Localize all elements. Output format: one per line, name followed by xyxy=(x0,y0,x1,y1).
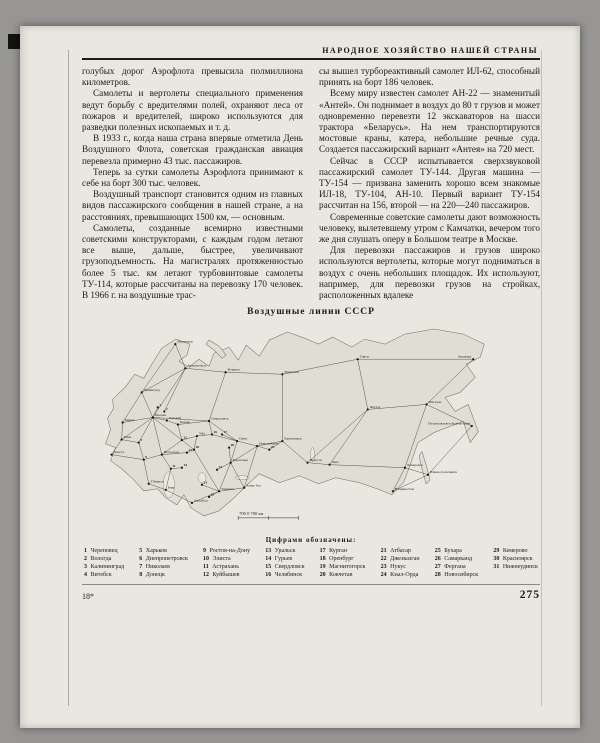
city-label: Волгоград xyxy=(163,450,180,455)
legend-entry: 3 Калининград xyxy=(84,564,125,571)
city-label: Петропавловск-Камчатский xyxy=(428,421,470,426)
city-number: 17 xyxy=(223,430,228,435)
paragraph: Самолеты и вертолеты специального применения ведут борьбу с вредителями полей, охраняют леса от пожаров и вредителей, широко используются для разведки полезных ископаемых и т. д. xyxy=(82,88,303,133)
city-label: Минск xyxy=(124,418,135,423)
city-label: Ленинград xyxy=(143,388,160,393)
city-dot xyxy=(161,454,163,456)
legend-entry: 24 Кзыл-Орда xyxy=(380,572,419,579)
paragraph: Сейчас в СССР испытывается сверхзвуковой пассажирский самолет ТУ-144. Другая машина — ТУ-154 — призвана заменить хорошо всем знакомые ИЛ-18, ТУ-104, АН-10. Первый вариант ТУ-154 рассчитан на 156, второй — на 220—240 пассажиров. xyxy=(319,155,540,211)
city-label: Тбилиси xyxy=(150,479,164,484)
legend-entry: 13 Уральск xyxy=(265,548,296,555)
city-label: Чита xyxy=(331,460,339,465)
legend-column xyxy=(139,547,188,579)
city-label: Воркута xyxy=(227,368,240,373)
page-number: 275 xyxy=(519,589,540,602)
city-dot xyxy=(170,468,172,470)
legend-heading: Цифрами обозначены: xyxy=(265,536,357,545)
city-dot xyxy=(425,404,427,406)
city-label: Москва xyxy=(154,413,167,418)
city-label: Алма-Ата xyxy=(246,483,261,488)
city-dot xyxy=(110,454,112,456)
city-dot xyxy=(141,392,143,394)
city-label: Караганда xyxy=(232,458,248,463)
city-dot xyxy=(196,435,198,437)
city-dot xyxy=(256,445,258,447)
city-dot xyxy=(471,425,473,427)
city-label: Свердловск xyxy=(211,416,229,421)
city-number: 20 xyxy=(230,443,235,448)
city-dot xyxy=(152,417,154,419)
city-label: Уфа xyxy=(198,431,206,436)
city-label: Горький xyxy=(168,416,182,421)
legend-entry: 30 Красноярск xyxy=(493,556,533,563)
legend-entry: 17 Курган xyxy=(319,548,348,555)
city-label: Мурманск xyxy=(177,339,193,344)
city-label: Архангельск xyxy=(187,363,207,368)
city-dot xyxy=(367,409,369,411)
city-dot xyxy=(281,440,283,442)
legend-entry: 29 Кемерово xyxy=(493,548,528,555)
city-dot xyxy=(230,462,232,464)
city-number: 9 xyxy=(145,455,147,460)
paragraph: голубых дорог Аэрофлота превысила полмиллиона километров. xyxy=(82,66,303,88)
city-dot xyxy=(193,449,195,451)
city-dot xyxy=(177,424,179,426)
legend-entry: 8 Донецк xyxy=(139,572,165,579)
legend-entry: 4 Витебск xyxy=(84,572,112,579)
legend-entry: 6 Днепропетровск xyxy=(139,556,188,563)
legend-entry: 10 Элиста xyxy=(203,556,231,563)
paragraph: Теперь за сутки самолеты Аэрофлота принимают к себе на борт 300 тыс. человек. xyxy=(82,166,303,189)
city-number: 5 xyxy=(140,438,142,443)
signature-mark: 18* xyxy=(82,592,94,602)
city-dot xyxy=(163,411,165,413)
city-label: Анадырь xyxy=(457,354,472,359)
city-label: Ташкент xyxy=(221,487,234,492)
city-dot xyxy=(122,422,124,424)
city-dot xyxy=(166,420,168,422)
gutter-rule xyxy=(68,50,69,706)
city-dot xyxy=(121,439,123,441)
legend-entry: 31 Нижнеудинск xyxy=(493,564,538,571)
city-dot xyxy=(191,502,193,504)
city-dot xyxy=(157,407,159,409)
paragraph: В 1933 г., когда наша страна впервые отметила День Воздушного Флота, советская гражданская авиация перевезла примерно 43 тыс. пассажиров. xyxy=(82,133,303,166)
right-column xyxy=(319,66,540,301)
city-dot xyxy=(201,484,203,486)
city-dot xyxy=(268,449,270,451)
city-dot xyxy=(357,358,359,360)
legend-entry: 15 Свердловск xyxy=(265,564,305,571)
city-label: Владивосток xyxy=(394,487,415,492)
legend-entry: 25 Бухара xyxy=(434,548,462,555)
city-label: Новосибирск xyxy=(259,441,280,446)
city-dot xyxy=(221,434,223,436)
city-dot xyxy=(328,464,330,466)
city-dot xyxy=(186,452,188,454)
legend-entry: 2 Вологда xyxy=(84,556,112,563)
city-label: Казань xyxy=(179,420,191,425)
city-dot xyxy=(138,442,140,444)
legend-entry: 26 Самарканд xyxy=(434,556,473,563)
left-column xyxy=(82,66,303,301)
legend-entry: 1 Череповец xyxy=(84,548,118,555)
city-dot xyxy=(184,367,186,369)
running-head: НАРОДНОЕ ХОЗЯЙСТВО НАШЕЙ СТРАНЫ xyxy=(322,46,538,55)
city-dot xyxy=(236,440,238,442)
legend-entry: 18 Оренбург xyxy=(319,556,354,563)
book-page xyxy=(20,26,580,728)
legend-column xyxy=(381,547,420,579)
legend-entry: 11 Астрахань xyxy=(203,564,239,571)
paragraph: Воздушный транспорт становится одним из главных видов пассажирского сообщения в нашей стране, а на расстояниях, превышающих 1500 км, — основным. xyxy=(82,189,303,222)
city-dot xyxy=(165,489,167,491)
city-dot xyxy=(404,467,406,469)
legend-entry: 19 Магнитогорск xyxy=(319,564,366,571)
legend-entry: 7 Николаев xyxy=(139,564,171,571)
city-label: Киев xyxy=(123,435,132,440)
legend-entry: 23 Нукус xyxy=(380,564,406,571)
legend-column xyxy=(203,547,250,579)
legend-entry: 22 Джезказган xyxy=(380,556,420,563)
caspian-sea xyxy=(163,472,174,498)
city-dot xyxy=(216,469,218,471)
city-label: Норильск xyxy=(284,370,299,375)
paragraph: сы вышел турбореактивный самолет ИЛ-62, способный принять на борт 186 человек. xyxy=(319,66,540,88)
legend-entry: 14 Гурьев xyxy=(265,556,293,563)
city-number: 18 xyxy=(195,445,199,450)
city-dot xyxy=(218,490,220,492)
city-number: 13 xyxy=(188,448,192,453)
city-label: Магадан xyxy=(428,400,442,405)
city-dot xyxy=(211,434,213,436)
city-dot xyxy=(148,483,150,485)
city-dot xyxy=(427,474,429,476)
text-columns xyxy=(82,66,540,301)
legend-column xyxy=(320,547,366,579)
city-dot xyxy=(228,447,230,449)
city-label: Хабаровск xyxy=(406,463,423,468)
city-label: Иркутск xyxy=(309,458,323,463)
city-dot xyxy=(392,490,394,492)
header-rule xyxy=(82,58,540,60)
city-dot xyxy=(143,459,145,461)
city-number: 25 xyxy=(210,492,215,497)
map-figure xyxy=(82,307,540,579)
city-label: Красноярск xyxy=(284,436,302,441)
legend-column xyxy=(493,547,538,579)
city-label: Одесса xyxy=(113,450,125,455)
map-title: Воздушные линии СССР xyxy=(247,307,375,318)
city-label: Тикси xyxy=(359,354,369,359)
city-dot xyxy=(306,462,308,464)
city-label: Омск xyxy=(239,436,248,441)
city-number: 11 xyxy=(172,464,176,469)
legend-column xyxy=(435,547,479,579)
city-number: 12 xyxy=(183,435,187,440)
city-number: 2 xyxy=(165,407,168,412)
legend-entry: 16 Челябинск xyxy=(265,572,303,579)
legend-entry: 20 Кокчетав xyxy=(319,572,353,579)
city-dot xyxy=(472,358,474,360)
paragraph: Для перевозки пассажиров и грузов широко используются вертолеты, которые могут подниматься в воздух с очень небольших площадок. Их используют, например, для перевозки грузов на стройках, расположенных вдалеке xyxy=(319,245,540,301)
city-dot xyxy=(181,439,183,441)
city-number: 16 xyxy=(213,430,218,435)
city-dot xyxy=(208,496,210,498)
paragraph: Всему миру известен самолет АН-22 — знаменитый «Антей». Он поднимает в воздух до 80 т грузов и может одновременно перевезти 12 экскаваторов на шасси трактора «Беларусь». На нем транспортируются мостовые краны, катера, небольшие речные суда. Создается пассажирский вариант «Антея» на 720 мест. xyxy=(319,88,540,155)
page-footer xyxy=(82,589,540,601)
legend-entry: 21 Атбасар xyxy=(380,548,411,555)
legend-entry: 9 Ростов-на-Дону xyxy=(203,548,251,555)
map-legend-columns xyxy=(82,547,540,579)
city-label: Южно-Сахалинск xyxy=(430,470,457,475)
city-dot xyxy=(281,373,283,375)
legend-entry: 12 Куйбышев xyxy=(203,572,240,579)
right-margin-rule xyxy=(541,50,542,706)
legend-entry: 5 Харьков xyxy=(139,548,167,555)
legend-entry: 28 Новосибирск xyxy=(434,572,479,579)
city-dot xyxy=(243,487,245,489)
ussr-landmass xyxy=(106,329,485,516)
city-number: 14 xyxy=(183,463,187,468)
legend-entry: 27 Фергана xyxy=(434,564,466,571)
scale-label: 700 0 700 км xyxy=(239,511,264,517)
legend-column xyxy=(265,547,304,579)
city-number: 1 xyxy=(159,403,162,408)
city-number: 29 xyxy=(270,445,275,450)
ussr-air-routes-map xyxy=(82,318,540,534)
footer-rule xyxy=(82,584,540,585)
city-dot xyxy=(208,420,210,422)
paragraph: Самолеты, созданные всемирно известными советскими конструкторами, с каждым годом летают все выше, дальше, быстрее, увеличивают грузоподъемность. На магистралях протяженностью более 5 тыс. км летают турбовинтовые самолеты ТУ-114, которые рассчитаны на перевозку 170 человек. В 1966 г. на воздушные трас- xyxy=(82,222,303,301)
city-dot xyxy=(174,343,176,345)
city-dot xyxy=(224,371,226,373)
city-label: Ашхабад xyxy=(193,498,208,503)
city-dot xyxy=(181,467,183,469)
city-label: Якутск xyxy=(369,405,381,410)
city-label: Баку xyxy=(167,485,175,490)
air-route-line xyxy=(428,426,472,475)
legend-column xyxy=(84,547,124,579)
city-number: 23 xyxy=(203,480,208,485)
paragraph: Современные советские самолеты дают возможность человеку, вылетевшему утром с Камчатки, вечером того же дня слушать оперу в Большом театре в Москве. xyxy=(319,211,540,245)
sakhalin-island xyxy=(419,452,430,484)
city-number: 22 xyxy=(218,465,223,470)
